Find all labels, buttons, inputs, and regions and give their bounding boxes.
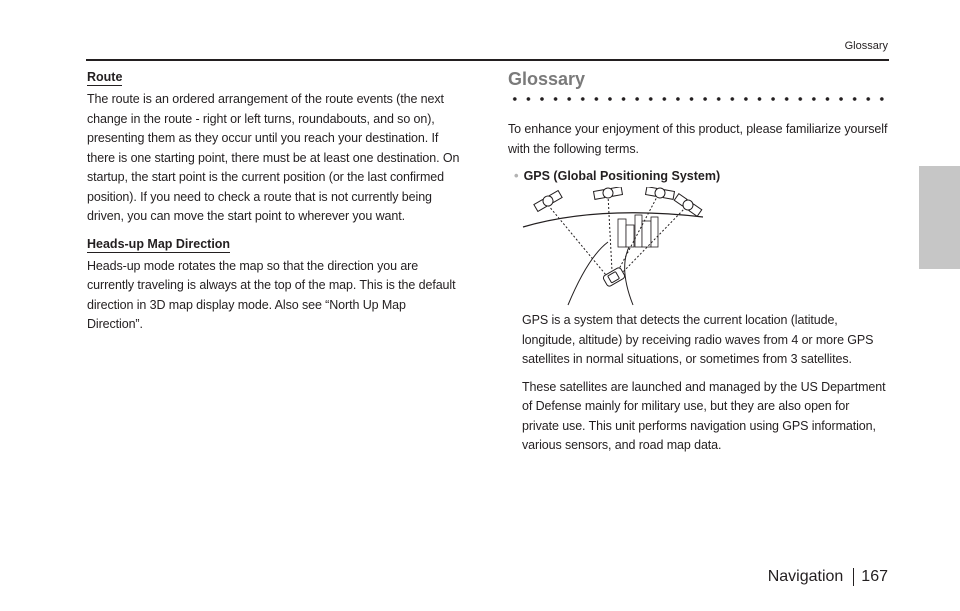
- heads-up-heading: Heads-up Map Direction: [87, 236, 231, 251]
- section-title: Glossary: [508, 69, 586, 89]
- dotted-divider: [508, 96, 886, 102]
- page-number: 167: [853, 568, 888, 586]
- left-column: [87, 68, 465, 343]
- gps-paragraph-2: These satellites are launched and managed by the US Department of Defense mainly for military use, but they are also open for private use. This unit performs navigation using GPS information, various sensors, and road map data.: [522, 379, 886, 452]
- car-icon: [602, 267, 625, 287]
- page-footer: [768, 568, 888, 586]
- bullet-icon: •: [514, 168, 519, 183]
- header-rule: [86, 59, 889, 61]
- route-text: The route is an ordered arrangement of the route events (the next change in the route - right or left turns, roundabouts, and so on), presenting them as they occur until you reach your destination. If there is one starting point, there must be at least one destination. On startup, the start point is the current position (or the last confirmed position). If you need to check a route that is not currently being driven, you can move the start point to wherever you want.: [87, 92, 460, 223]
- signal-lines: [548, 195, 686, 275]
- gps-paragraph-1: GPS is a system that detects the current location (latitude, longitude, altitude) by receiving radio waves from 4 or more GPS satellites in normal situations, or sometimes from 3 satellites.: [522, 313, 874, 366]
- footer-section-label: Navigation: [767, 568, 844, 585]
- road-line: [625, 245, 633, 305]
- section-tab: [919, 166, 960, 269]
- right-column: [508, 68, 888, 464]
- route-heading: Route: [87, 70, 123, 84]
- intro-text: To enhance your enjoyment of this product, please familiarize yourself with the following terms.: [508, 122, 888, 156]
- running-header: Glossary: [844, 40, 888, 52]
- road-line: [568, 242, 608, 305]
- horizon-line: [523, 213, 703, 227]
- gps-heading: GPS (Global Positioning System): [523, 169, 721, 183]
- heads-up-text: Heads-up mode rotates the map so that the direction you are currently traveling is always at the top of the map. This is the default direction in 3D map display mode. Also see “North Up Map Direction”.: [87, 258, 456, 331]
- gps-term: [508, 167, 888, 185]
- gps-satellite-illustration: [518, 187, 708, 307]
